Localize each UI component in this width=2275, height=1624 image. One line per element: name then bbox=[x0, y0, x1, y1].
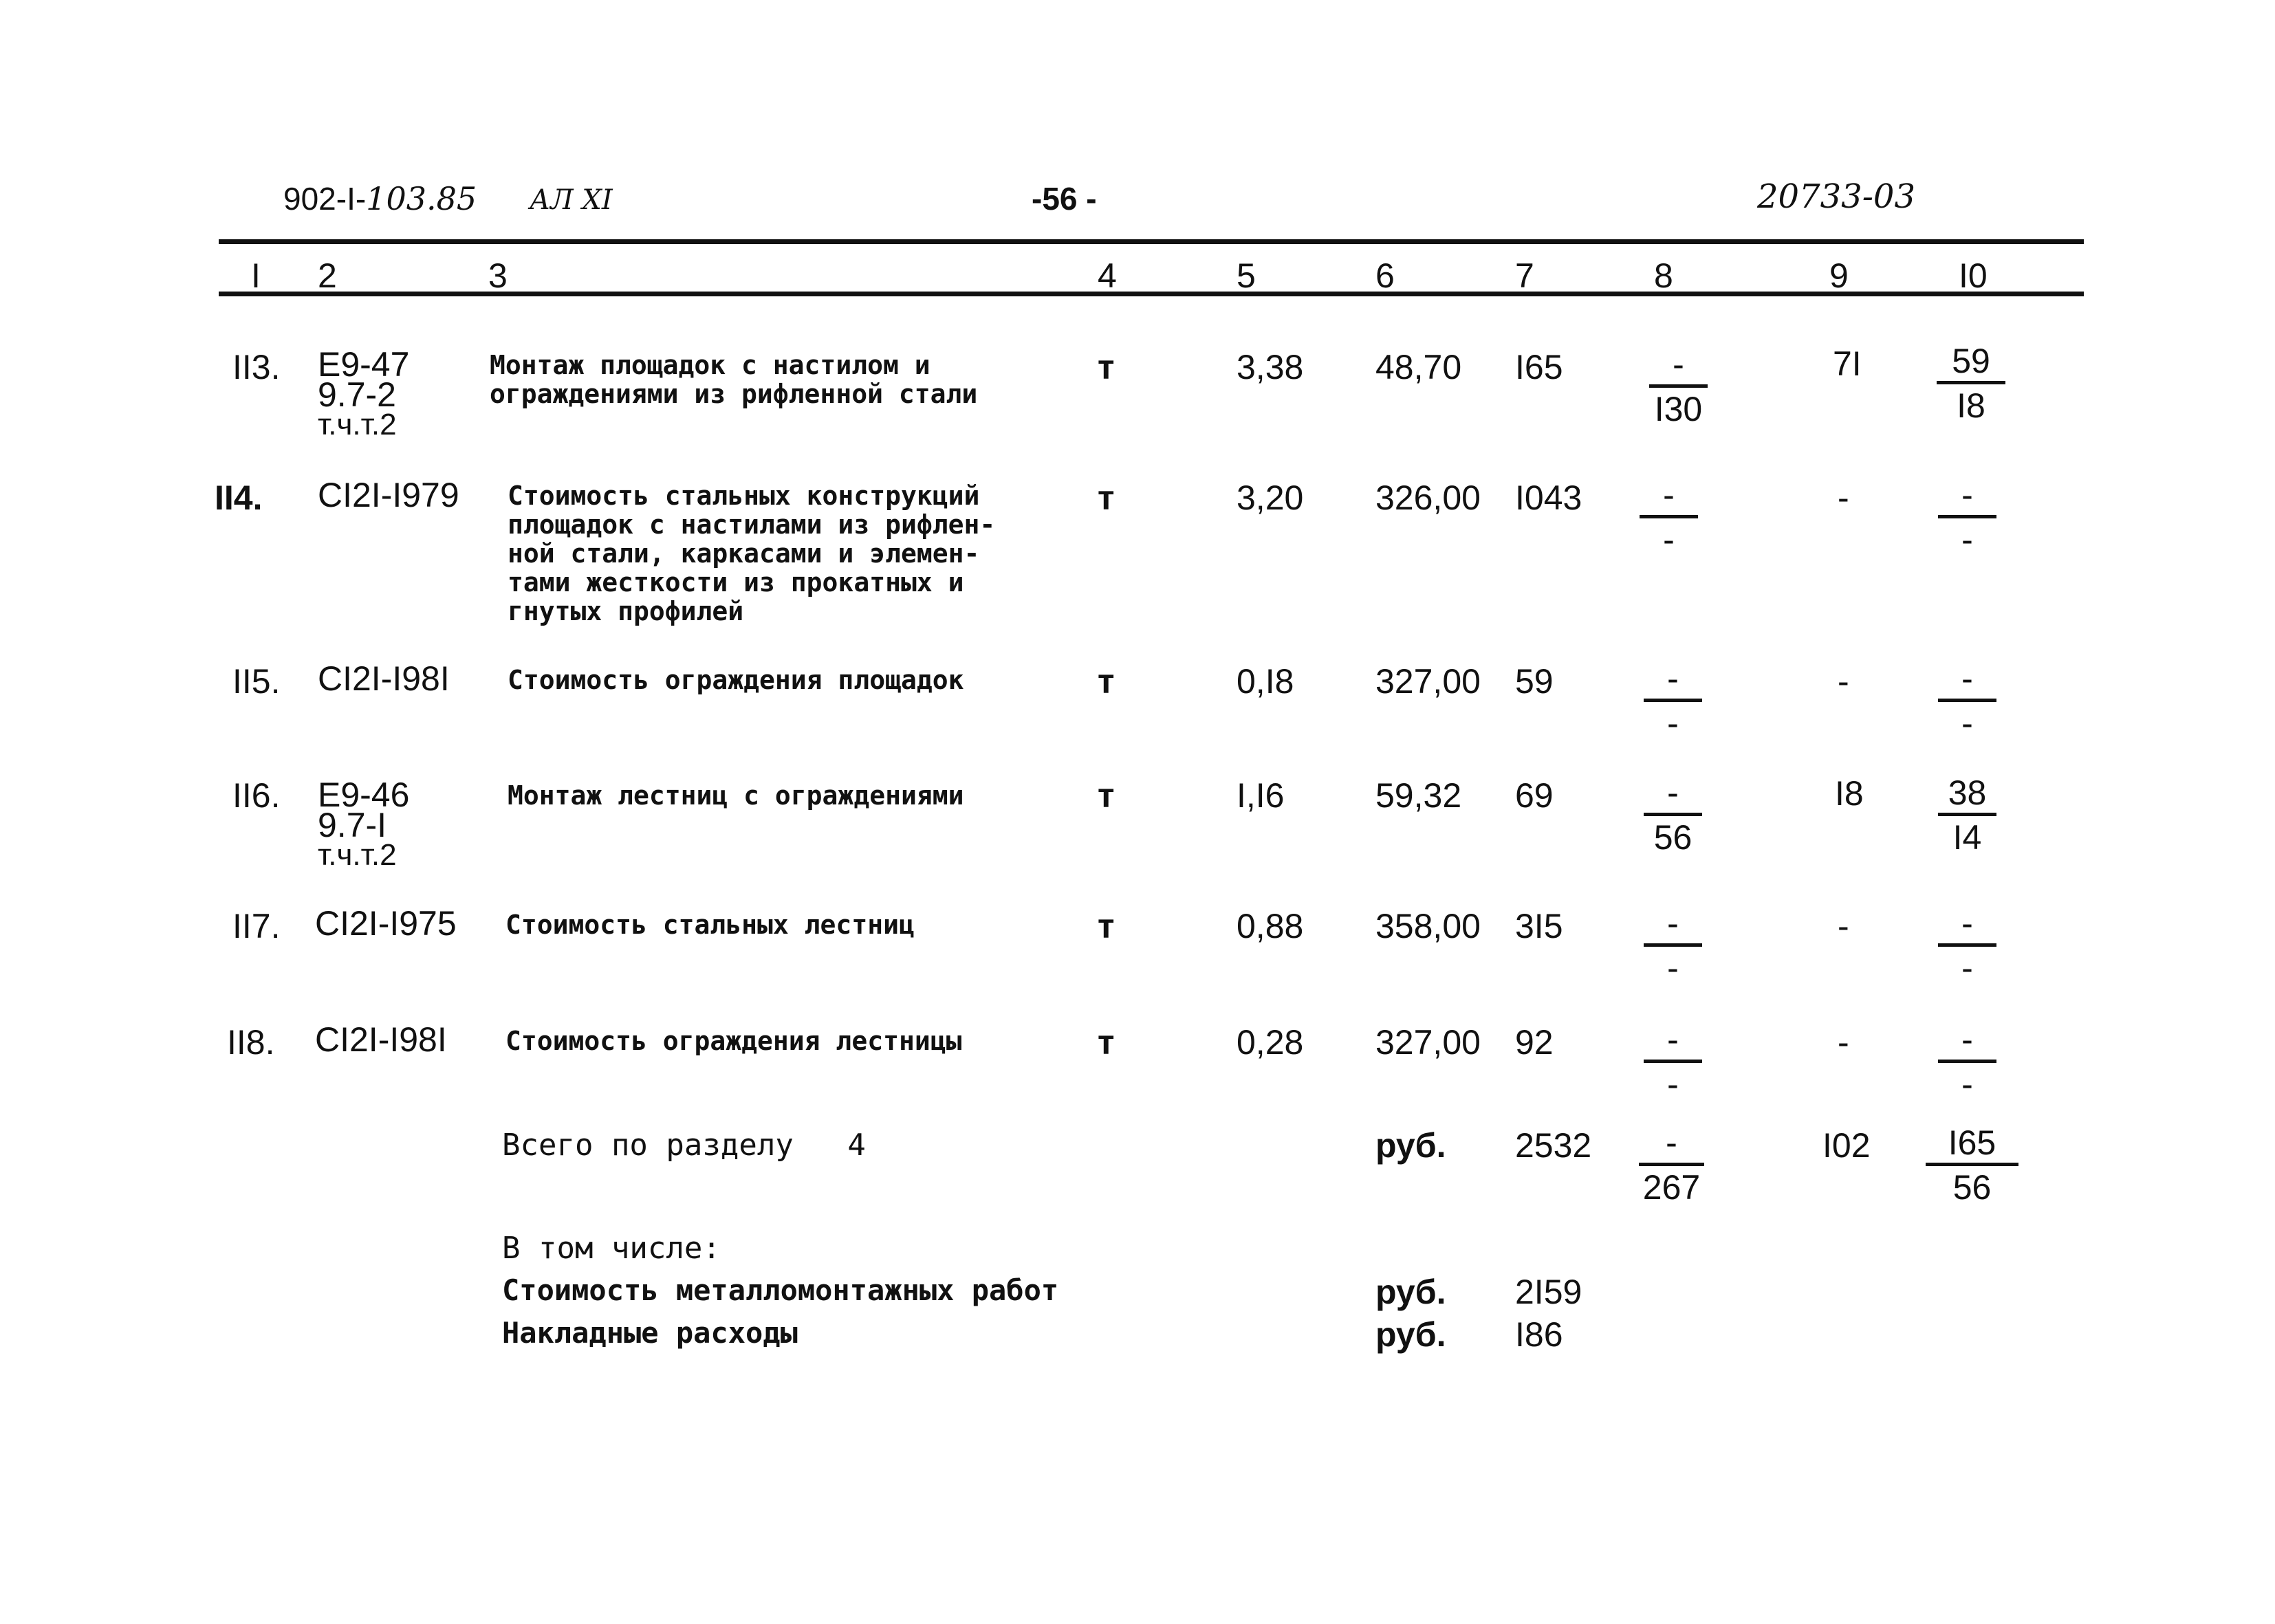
fraction-bar bbox=[1639, 1163, 1704, 1166]
total-cost: I65 bbox=[1515, 348, 1563, 386]
work-description bbox=[505, 1027, 961, 1055]
unit: т bbox=[1098, 907, 1115, 945]
row-number: II6. bbox=[232, 776, 281, 815]
column-number: 4 bbox=[1098, 256, 1117, 295]
column-number: 8 bbox=[1654, 256, 1673, 295]
norm-code-line: CI2I-I975 bbox=[315, 904, 457, 943]
unit-price: 358,00 bbox=[1375, 907, 1481, 945]
fraction-numerator: I65 bbox=[1948, 1123, 1996, 1162]
section-total-label bbox=[502, 1128, 866, 1163]
fraction-numerator: 38 bbox=[1948, 773, 1987, 812]
col9-value: - bbox=[1838, 907, 1849, 945]
fraction-denominator: - bbox=[1667, 949, 1679, 987]
norm-code-line: CI2I-I98I bbox=[315, 1020, 447, 1059]
fraction-denominator: - bbox=[1961, 520, 1973, 559]
fraction-bar bbox=[1938, 943, 1996, 947]
unit-price: 48,70 bbox=[1375, 348, 1462, 386]
document-code-handwritten: 103.85 bbox=[366, 180, 477, 217]
currency-unit: руб. bbox=[1375, 1315, 1446, 1354]
description-line: ной стали, каркасами и элемен- bbox=[508, 538, 980, 569]
unit-price: 59,32 bbox=[1375, 776, 1462, 815]
quantity: I,I6 bbox=[1237, 776, 1285, 815]
fraction-bar bbox=[1938, 813, 1996, 816]
fraction-denominator: I30 bbox=[1654, 390, 1703, 428]
col9-value: I8 bbox=[1835, 774, 1864, 813]
col8-fraction bbox=[1644, 773, 1702, 857]
fraction-denominator: I8 bbox=[1957, 386, 1985, 425]
col8-fraction bbox=[1640, 478, 1698, 557]
description-line: гнутых профилей bbox=[508, 596, 744, 626]
total-cost: 92 bbox=[1515, 1023, 1554, 1062]
row-number: II8. bbox=[227, 1023, 275, 1062]
fraction-numerator: - bbox=[1667, 1020, 1679, 1059]
work-description bbox=[505, 910, 915, 939]
fraction-denominator: - bbox=[1667, 1065, 1679, 1104]
norm-code-line: 9.7-I bbox=[318, 806, 387, 844]
unit: т bbox=[1098, 776, 1115, 815]
total-cost: I043 bbox=[1515, 479, 1582, 517]
including-item-value: 2I59 bbox=[1515, 1273, 1582, 1311]
col9-value: - bbox=[1838, 1023, 1849, 1062]
description-line: площадок с настилами из рифлен- bbox=[508, 509, 996, 540]
total-cost: 69 bbox=[1515, 776, 1554, 815]
unit: т bbox=[1098, 1023, 1115, 1062]
fraction-denominator: - bbox=[1667, 704, 1679, 743]
description-line: Монтаж лестниц с ограждениями bbox=[508, 780, 964, 811]
fraction-denominator: - bbox=[1961, 704, 1973, 743]
unit: т bbox=[1098, 479, 1115, 517]
col10-fraction bbox=[1938, 478, 1996, 557]
work-description bbox=[508, 481, 995, 626]
section-number: 4 bbox=[847, 1128, 866, 1163]
norm-code-line: CI2I-I979 bbox=[318, 476, 459, 514]
norm-code bbox=[318, 776, 410, 872]
col10-fraction bbox=[1938, 1020, 1996, 1104]
col10-fraction bbox=[1926, 1123, 2018, 1207]
quantity: 0,28 bbox=[1237, 1023, 1304, 1062]
fraction-bar bbox=[1937, 381, 2005, 384]
col9-value: 7I bbox=[1833, 344, 1862, 383]
col8-fraction bbox=[1644, 1020, 1702, 1104]
norm-code-line: т.ч.т.2 bbox=[318, 838, 397, 872]
column-number: I bbox=[251, 256, 261, 295]
fraction-denominator: - bbox=[1663, 520, 1675, 559]
fraction-bar bbox=[1640, 515, 1698, 518]
fraction-denominator: 56 bbox=[1653, 818, 1692, 857]
currency-unit: руб. bbox=[1375, 1273, 1446, 1311]
quantity: 0,88 bbox=[1237, 907, 1304, 945]
col8-fraction bbox=[1649, 347, 1708, 426]
page-number: -56 - bbox=[1032, 181, 1097, 217]
col8-fraction bbox=[1644, 659, 1702, 743]
description-line: Монтаж площадок с настилом и bbox=[490, 350, 930, 380]
fraction-bar bbox=[1938, 1060, 1996, 1063]
including-item-label: Стоимость металломонтажных работ bbox=[502, 1273, 1059, 1307]
fraction-numerator: - bbox=[1961, 476, 1973, 514]
norm-code bbox=[318, 659, 450, 698]
fraction-denominator: I4 bbox=[1952, 818, 1982, 857]
total-cost: 3I5 bbox=[1515, 907, 1563, 945]
norm-code bbox=[318, 476, 459, 514]
row-number: II5. bbox=[232, 662, 281, 701]
col8-fraction bbox=[1639, 1123, 1704, 1207]
unit-price: 327,00 bbox=[1375, 662, 1481, 701]
fraction-numerator: - bbox=[1667, 904, 1679, 943]
fraction-bar bbox=[1644, 943, 1702, 947]
column-number: 5 bbox=[1237, 256, 1256, 295]
work-description bbox=[508, 666, 964, 694]
document-code bbox=[283, 180, 477, 217]
column-number: 6 bbox=[1375, 256, 1395, 295]
fraction-bar bbox=[1926, 1163, 2018, 1166]
fraction-numerator: - bbox=[1961, 1020, 1973, 1059]
norm-code-line: т.ч.т.2 bbox=[318, 408, 397, 441]
quantity: 0,I8 bbox=[1237, 662, 1294, 701]
work-description bbox=[490, 351, 977, 408]
column-number: I0 bbox=[1959, 256, 1988, 295]
column-number: 2 bbox=[318, 256, 337, 295]
column-number: 9 bbox=[1829, 256, 1849, 295]
col10-fraction bbox=[1937, 344, 2005, 423]
fraction-numerator: - bbox=[1961, 904, 1973, 943]
fraction-denominator: - bbox=[1961, 949, 1973, 987]
row-number: II3. bbox=[232, 348, 281, 386]
section-total-value: 2532 bbox=[1515, 1126, 1592, 1165]
description-line: Стоимость стальных лестниц bbox=[505, 910, 915, 940]
fraction-bar bbox=[1649, 384, 1708, 388]
col10-fraction bbox=[1938, 773, 1996, 857]
norm-code-line: Е9-47 bbox=[318, 345, 410, 384]
including-label: В том числе: bbox=[502, 1231, 721, 1266]
fraction-bar bbox=[1938, 699, 1996, 702]
fraction-denominator: 267 bbox=[1642, 1168, 1701, 1207]
fraction-denominator: 56 bbox=[1952, 1168, 1992, 1207]
total-cost: 59 bbox=[1515, 662, 1554, 701]
fraction-numerator: - bbox=[1666, 1123, 1677, 1162]
fraction-bar bbox=[1644, 813, 1702, 816]
description-line: Стоимость ограждения площадок bbox=[508, 665, 964, 695]
col9-value: I02 bbox=[1822, 1126, 1871, 1165]
fraction-numerator: 59 bbox=[1952, 342, 1990, 380]
fraction-bar bbox=[1644, 699, 1702, 702]
column-number: 7 bbox=[1515, 256, 1534, 295]
column-number: 3 bbox=[488, 256, 508, 295]
fraction-denominator: - bbox=[1961, 1065, 1973, 1104]
archive-number: 20733-03 bbox=[1757, 177, 1915, 216]
row-number: II7. bbox=[232, 907, 281, 945]
unit-price: 327,00 bbox=[1375, 1023, 1481, 1062]
header-top-rule bbox=[219, 239, 2084, 244]
currency-unit: руб. bbox=[1375, 1126, 1446, 1165]
section-total-text: Всего по разделу bbox=[502, 1128, 794, 1163]
quantity: 3,38 bbox=[1237, 348, 1304, 386]
fraction-numerator: - bbox=[1667, 773, 1679, 812]
unit: т bbox=[1098, 348, 1115, 386]
norm-code bbox=[318, 345, 410, 441]
norm-code-line: Е9-46 bbox=[318, 776, 410, 814]
col9-value: - bbox=[1838, 479, 1849, 517]
including-item-value: I86 bbox=[1515, 1315, 1563, 1354]
work-description bbox=[508, 781, 964, 810]
col10-fraction bbox=[1938, 906, 1996, 985]
col8-fraction bbox=[1644, 906, 1702, 985]
fraction-bar bbox=[1644, 1060, 1702, 1063]
description-line: ограждениями из рифленной стали bbox=[490, 379, 978, 409]
fraction-numerator: - bbox=[1961, 659, 1973, 698]
album-mark: АЛ XI bbox=[530, 184, 613, 216]
norm-code-line: 9.7-2 bbox=[318, 375, 396, 414]
col9-value: - bbox=[1838, 662, 1849, 701]
fraction-numerator: - bbox=[1663, 476, 1675, 514]
description-line: тами жесткости из прокатных и bbox=[508, 567, 964, 597]
unit: т bbox=[1098, 662, 1115, 701]
norm-code bbox=[315, 904, 457, 943]
norm-code bbox=[315, 1020, 447, 1059]
fraction-numerator: - bbox=[1673, 345, 1684, 384]
norm-code-line: CI2I-I98I bbox=[318, 659, 450, 698]
row-number: II4. bbox=[215, 479, 263, 517]
fraction-bar bbox=[1938, 515, 1996, 518]
fraction-numerator: - bbox=[1667, 659, 1679, 698]
including-item-label: Накладные расходы bbox=[502, 1316, 798, 1350]
col10-fraction bbox=[1938, 659, 1996, 743]
unit-price: 326,00 bbox=[1375, 479, 1481, 517]
description-line: Стоимость ограждения лестницы bbox=[505, 1026, 962, 1056]
document-code-printed: 902-I- bbox=[283, 181, 367, 217]
description-line: Стоимость стальных конструкций bbox=[508, 481, 980, 511]
quantity: 3,20 bbox=[1237, 479, 1304, 517]
